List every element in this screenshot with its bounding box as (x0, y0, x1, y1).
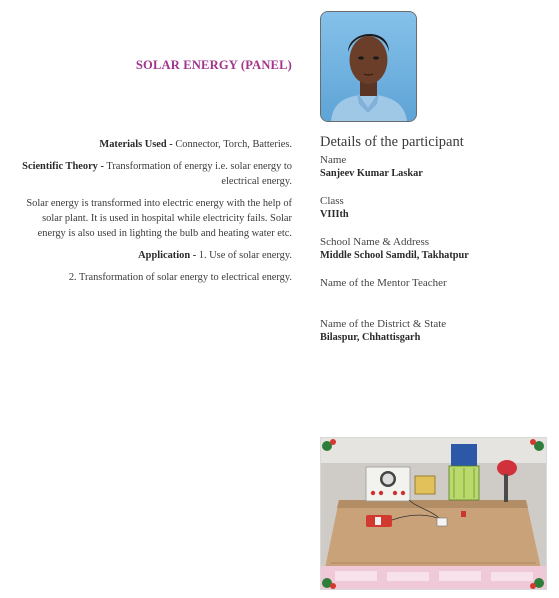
application-text: 1. Use of solar energy. (196, 250, 292, 261)
details-heading: Details of the participant (320, 134, 464, 150)
materials-line (14, 137, 292, 152)
theory-label: Scientific Theory - (22, 161, 104, 172)
district-value: Bilaspur, Chhattisgarh (320, 332, 421, 343)
project-description (14, 137, 292, 292)
project-title: SOLAR ENERGY (PANEL) (135, 58, 292, 72)
materials-text: Connector, Torch, Batteries. (172, 139, 292, 150)
participant-details (320, 134, 555, 344)
description-paragraph: Solar energy is transformed into electric energy with the help of solar plant. It is used in hospital while electricity fails. Solar energy is also used in lighting the bulb and heating water etc. (26, 198, 292, 239)
school-label: School Name & Address (320, 236, 430, 248)
materials-label: Materials Used - (99, 139, 173, 150)
application-item-2: 2. Transformation of solar energy to electrical energy. (68, 272, 292, 283)
name-value: Sanjeev Kumar Laskar (320, 168, 423, 179)
participant-photo (320, 11, 417, 122)
class-value: VIIIth (320, 209, 349, 220)
school-value: Middle School Samdil, Takhatpur (320, 250, 469, 261)
theory-text: Transformation of energy i.e. solar energy to electrical energy. (103, 161, 292, 187)
district-label: Name of the District & State (320, 318, 447, 330)
application-label: Application - (138, 250, 197, 261)
name-label: Name (320, 154, 347, 166)
mentor-label: Name of the Mentor Teacher (320, 277, 447, 289)
theory-line (14, 159, 292, 189)
application-line (14, 248, 292, 263)
project-model-photo (320, 437, 547, 590)
class-label: Class (320, 195, 344, 207)
